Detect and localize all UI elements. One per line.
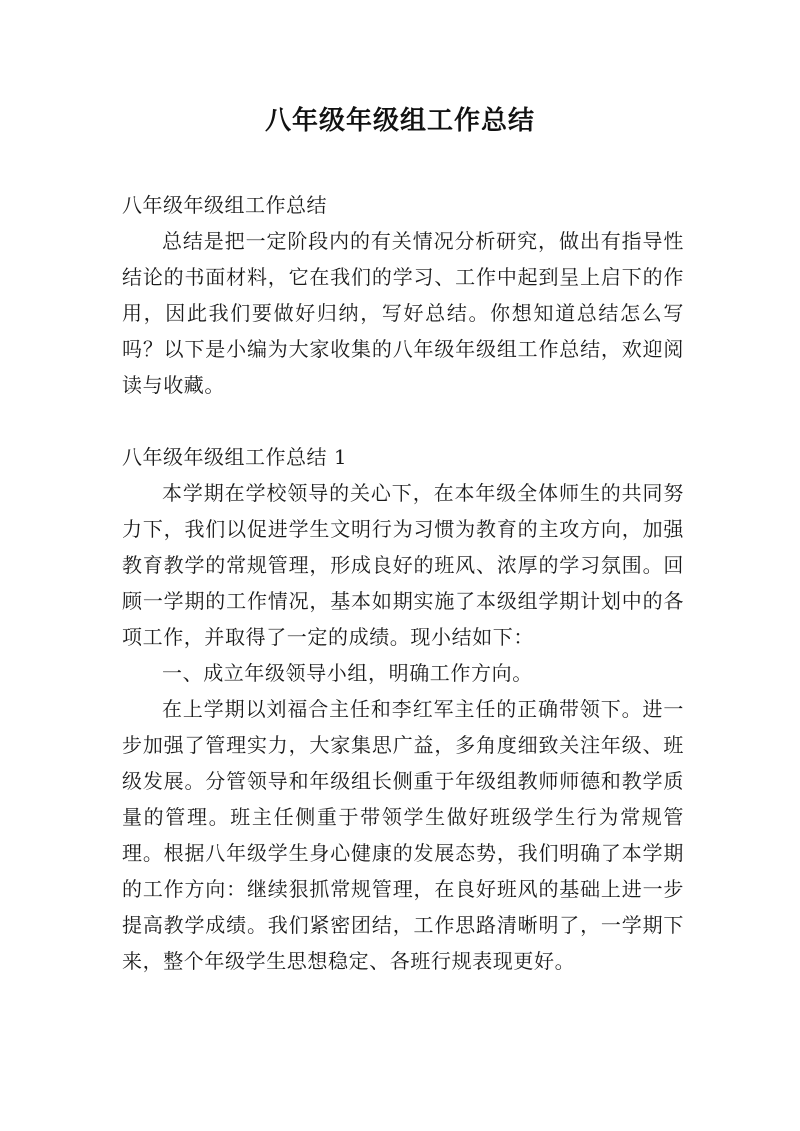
paragraph-spacer — [122, 403, 684, 439]
document-title: 八年级年级组工作总结 — [264, 106, 535, 136]
intro-paragraph: 总结是把一定阶段内的有关情况分析研究，做出有指导性结论的书面材料，它在我们的学习、工作中起到呈上启下的作用，因此我们要做好归纳，写好总结。你想知道总结怎么写吗？以下是小编为大家收集的八年级年级组工作总结，欢迎阅读与收藏。 — [122, 229, 684, 397]
section1-paragraph-1: 本学期在学校领导的关心下，在本年级全体师生的共同努力下，我们以促进学生文明行为习惯为教育的主攻方向，加强教育教学的常规管理，形成良好的班风、浓厚的学习氛围。回顾一学期的工作情况，基本如期实施了本级组学期计划中的各项工作，并取得了一定的成绩。现小结如下： — [122, 481, 684, 649]
intro-heading: 八年级年级组工作总结 — [122, 193, 327, 217]
section1-paragraph-2: 在上学期以刘福合主任和李红军主任的正确带领下。进一步加强了管理实力，大家集思广益，多角度细致关注年级、班级发展。分管领导和年级组长侧重于年级组教师师德和教学质量的管理。班主任侧重于带领学生做好班级学生行为常规管理。根据八年级学生身心健康的发展态势，我们明确了本学期的工作方向：继续狠抓常规管理，在良好班风的基础上进一步提高教学成绩。我们紧密团结，工作思路清晰明了，一学期下来，整个年级学生思想稳定、各班行规表现更好。 — [122, 697, 684, 973]
section1-point-1: 一、成立年级领导小组，明确工作方向。 — [162, 661, 533, 685]
document-body — [122, 187, 684, 979]
section1-heading: 八年级年级组工作总结 1 — [122, 445, 348, 469]
